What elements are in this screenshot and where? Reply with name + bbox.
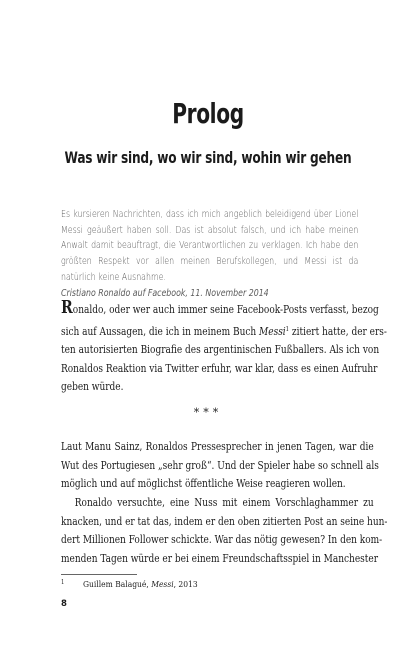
paragraph-2: [61, 438, 379, 494]
text-line: Wut des Portugiesen „sehr groß“. Und der Spieler habe so schnell als: [61, 458, 379, 472]
text-line: dert Millionen Follower schickte. War das nötig gewesen? In den kom-: [61, 533, 383, 547]
footnote-year: , 2013: [173, 580, 198, 590]
drop-cap: R: [61, 298, 73, 318]
footnote-reference[interactable]: 1: [285, 324, 290, 333]
section-break: ***: [193, 406, 223, 419]
epigraph-source: Cristiano Ronaldo auf Facebook, 11. November 2014: [61, 287, 269, 299]
text-line: menden Tagen würde er bei einem Freundschaftsspiel in Manchester: [61, 551, 378, 565]
text-line: geben würde.: [61, 380, 124, 394]
text-line: möglich und auf möglichst öffentliche Weise reagieren wollen.: [61, 477, 346, 491]
page-number: 8: [61, 599, 67, 609]
text-line: [61, 320, 387, 342]
text-line: ten autorisierten Biografie des argentinischen Fußballers. Als ich von: [61, 343, 380, 357]
text-line: Laut Manu Sainz, Ronaldos Pressesprecher in jenen Tagen, war die: [61, 440, 374, 453]
footnote-title: Messi: [151, 580, 174, 590]
text-line: [61, 298, 379, 320]
epigraph: [61, 207, 358, 301]
chapter-title: Prolog: [172, 97, 244, 130]
footnote-author: Guillem Balagué,: [83, 580, 152, 590]
text-line: knacken, und er tat das, indem er den oben zitierten Post an seine hun-: [61, 514, 388, 528]
paragraph-3: [61, 494, 388, 568]
chapter-subtitle: Was wir sind, wo wir sind, wohin wir gehen: [64, 148, 352, 167]
text-run: zitiert hatte, der ers-: [289, 324, 387, 338]
epigraph-text: Es kursieren Nachrichten, dass ich mich angeblich beleidigend über Lionel Messi geäußert haben soll. Das ist absolut falsch, und ich habe meinen Anwalt damit beauftragt, die Verantwortlichen zu verklagen. Ich habe den größten Respekt vor allen meinen Berufskollegen, und Messi ist da natürlich keine Ausnahme.: [61, 209, 359, 283]
footnote: [61, 577, 343, 591]
footnote-rule: [61, 574, 137, 575]
text-line: Ronaldos Reaktion via Twitter erfuhr, war klar, dass es einen Aufruhr: [61, 361, 378, 375]
book-title: Messi: [259, 324, 286, 338]
text-run: onaldo, oder wer auch immer seine Facebook-Posts verfasst, bezog: [72, 303, 379, 316]
paragraph-1: [61, 298, 387, 397]
footnote-number: 1: [61, 579, 65, 586]
text-run: sich auf Aussagen, die ich in meinem Buch: [61, 324, 260, 338]
text-line: Ronaldo versuchte, eine Nuss mit einem Vorschlaghammer zu: [74, 496, 374, 509]
